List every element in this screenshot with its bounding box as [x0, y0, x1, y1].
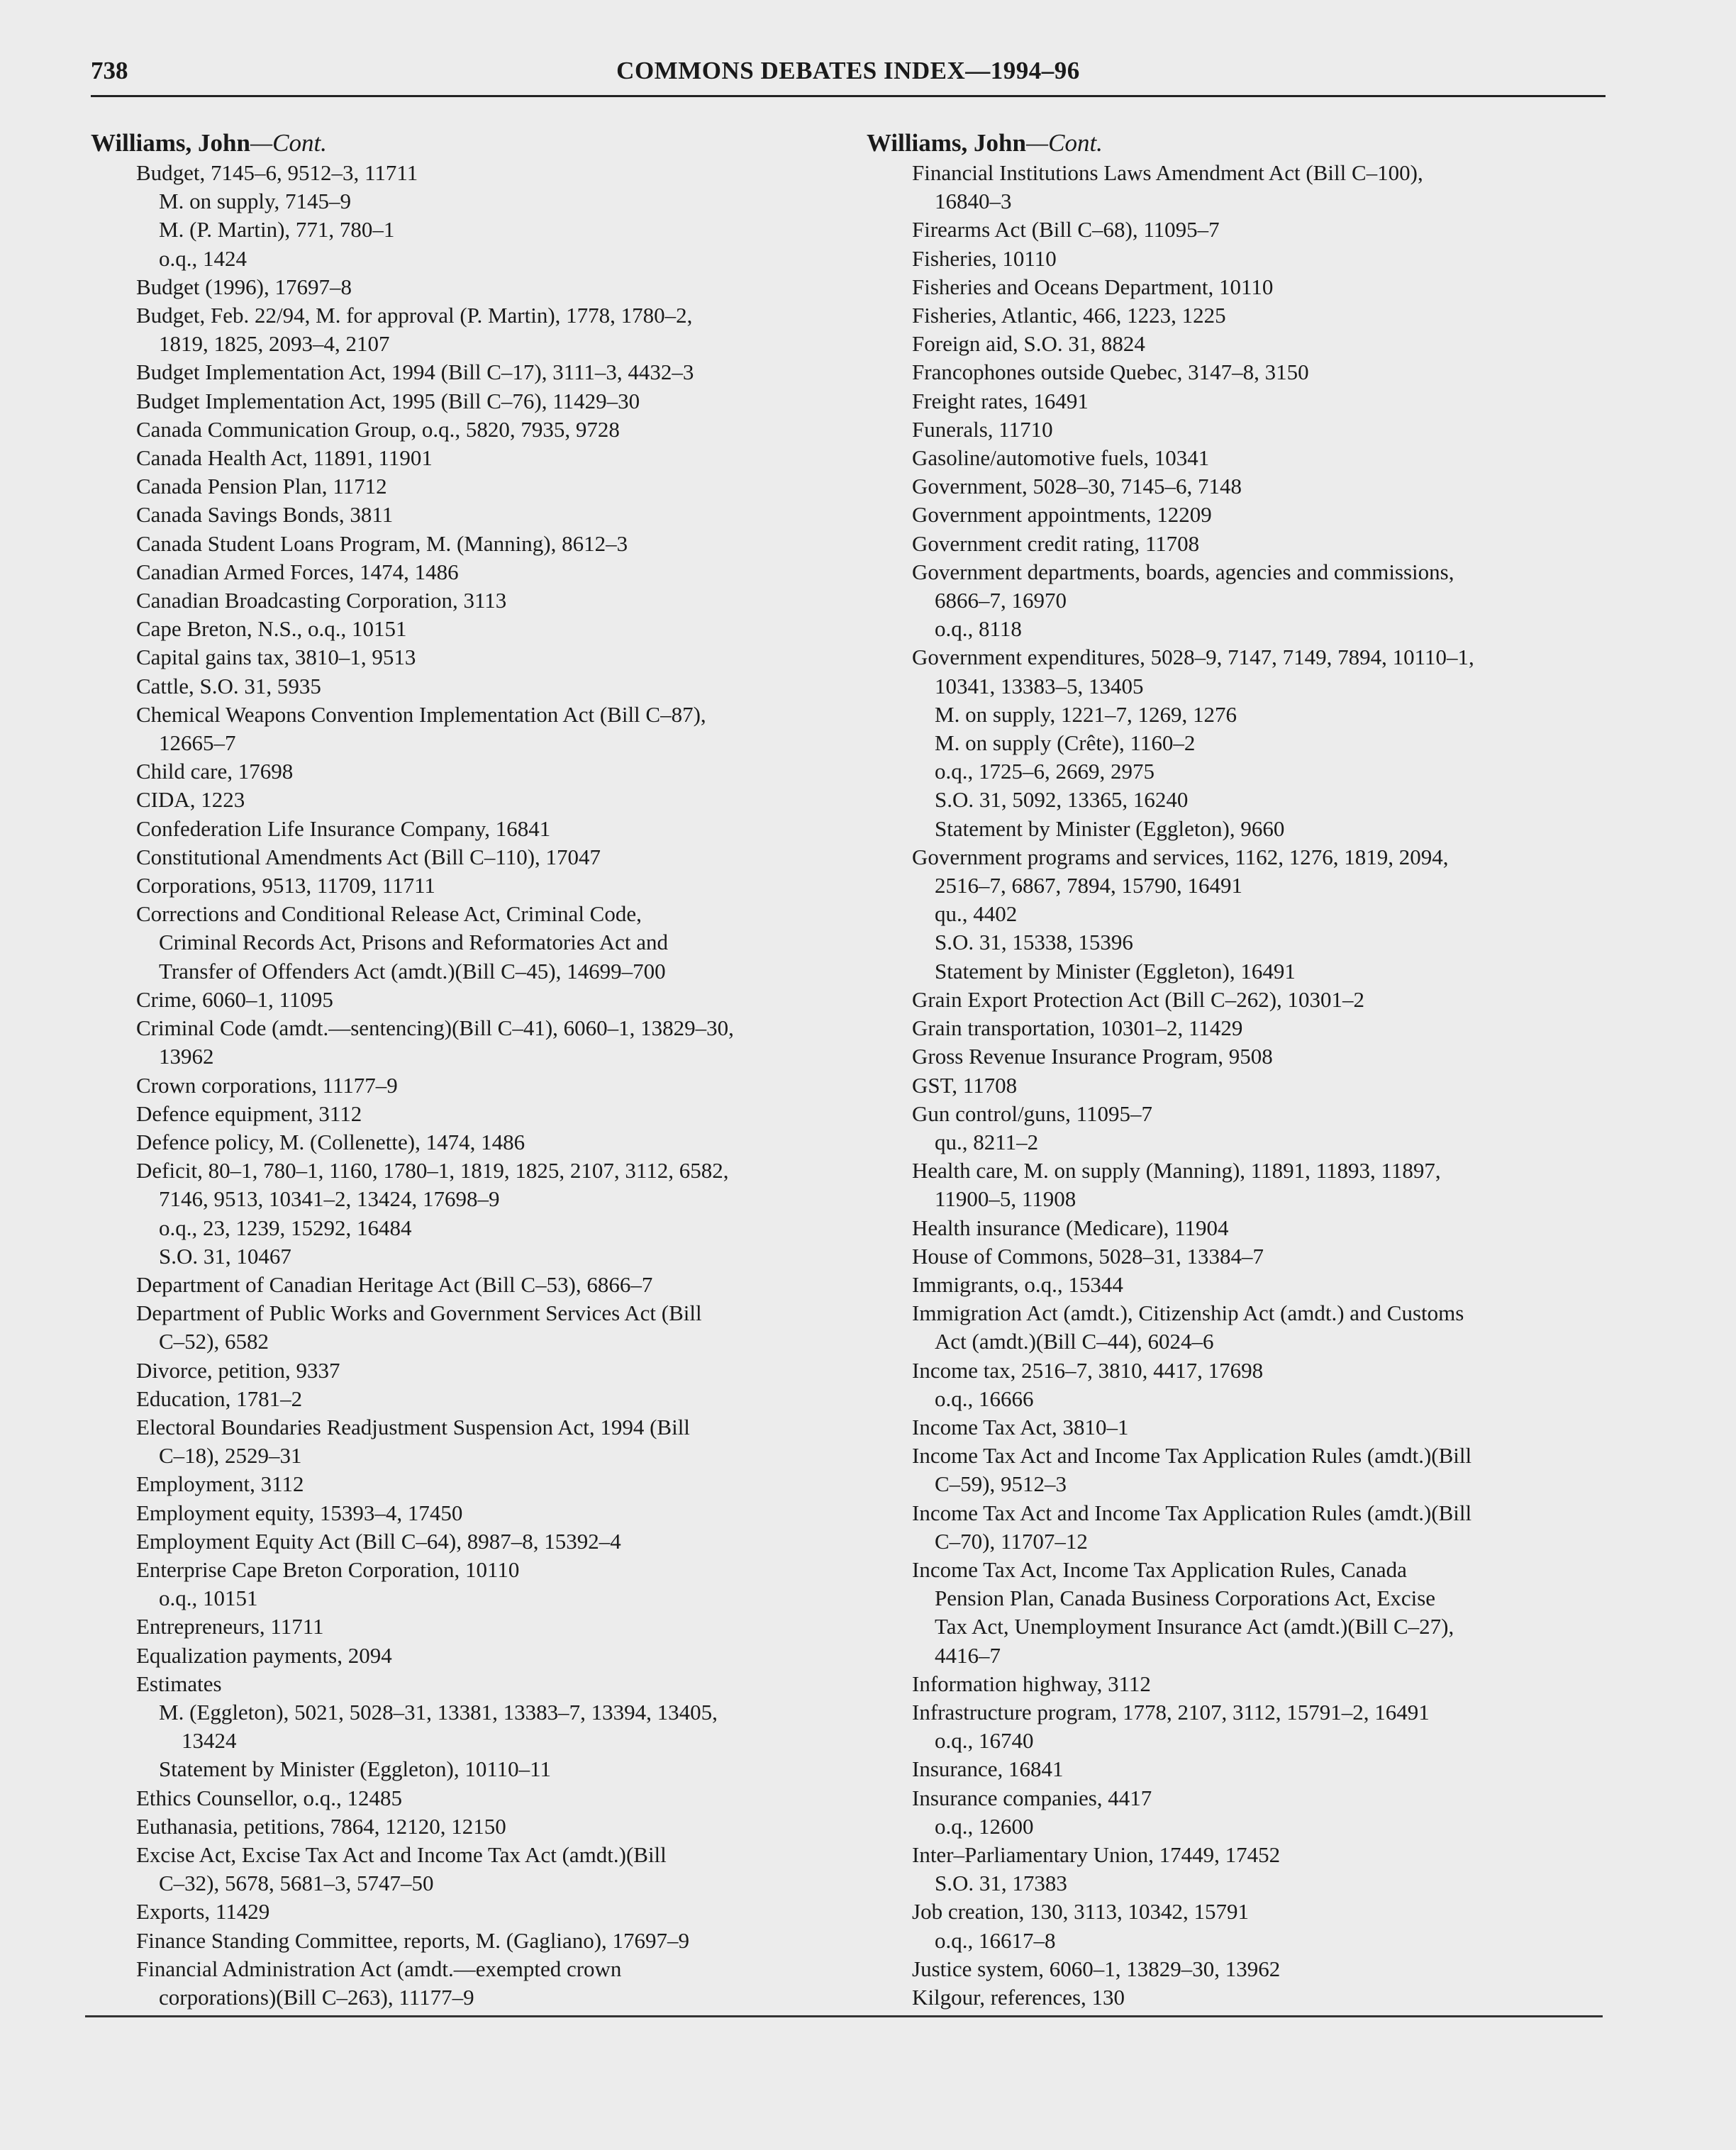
index-entry: [113, 1841, 800, 1898]
entry-line: Crime, 6060–1, 11095: [136, 986, 333, 1012]
index-entry: [113, 1527, 800, 1556]
index-entry: [889, 1042, 1604, 1071]
page-title: COMMONS DEBATES INDEX—1994–96: [616, 57, 1080, 84]
index-entry: [889, 1983, 1604, 2012]
index-entry: [113, 1299, 800, 1356]
entry-line: Defence policy, M. (Collenette), 1474, 1486: [136, 1129, 525, 1154]
index-entry: [113, 701, 800, 757]
index-subentry: [912, 1128, 1604, 1157]
index-entry: [889, 1100, 1604, 1128]
entry-line: Government programs and services, 1162, 1276, 1819, 2094,: [912, 844, 1449, 869]
entry-line: Canada Communication Group, o.q., 5820, 7935, 9728: [136, 416, 620, 442]
entry-line: Information highway, 3112: [912, 1671, 1151, 1696]
entry-line: Excise Act, Excise Tax Act and Income Tax Act (amdt.)(Bill: [136, 1842, 667, 1867]
entry-line: Tax Act, Unemployment Insurance Act (amdt.)(Bill C–27),: [935, 1614, 1454, 1639]
entry-line: Firearms Act (Bill C–68), 11095–7: [912, 217, 1220, 243]
index-entry: [113, 472, 800, 501]
index-entry: [113, 1955, 800, 2012]
index-entry: [113, 1357, 800, 1385]
entry-line: Government appointments, 12209: [912, 502, 1212, 528]
entry-line: M. on supply (Crête), 1160–2: [935, 730, 1196, 756]
index-entry: [889, 1442, 1604, 1498]
index-entry: [113, 643, 800, 672]
page-header: [91, 57, 1606, 96]
index-entry: [113, 1385, 800, 1413]
entry-line: o.q., 8118: [935, 616, 1022, 642]
entry-line: Employment, 3112: [136, 1471, 304, 1497]
entry-line: Grain Export Protection Act (Bill C–262), 10301–2: [912, 986, 1365, 1012]
entry-line: Inter–Parliamentary Union, 17449, 17452: [912, 1842, 1281, 1867]
entry-line: o.q., 16617–8: [935, 1927, 1056, 1953]
entry-line: Job creation, 130, 3113, 10342, 15791: [912, 1899, 1249, 1925]
index-subentry: [136, 1698, 800, 1755]
left-column: [91, 128, 800, 2012]
entry-line: Fisheries and Oceans Department, 10110: [912, 274, 1274, 299]
entry-line: 10341, 13383–5, 13405: [935, 673, 1144, 698]
index-entry: [889, 387, 1604, 416]
entry-line: Budget Implementation Act, 1995 (Bill C–76), 11429–30: [136, 388, 640, 413]
heading-continued: —Cont.: [1025, 129, 1103, 157]
page-number: 738: [91, 57, 128, 84]
index-entry: [113, 1413, 800, 1470]
index-entry: [113, 1642, 800, 1670]
entry-line: 13424: [182, 1728, 237, 1754]
index-entry: [113, 986, 800, 1014]
index-entry: [113, 757, 800, 786]
index-subentry: [912, 729, 1604, 757]
entry-line: House of Commons, 5028–31, 13384–7: [912, 1243, 1264, 1269]
entry-line: Chemical Weapons Convention Implementation Act (Bill C–87),: [136, 701, 706, 727]
index-entry: [113, 1812, 800, 1841]
index-subentry: [912, 900, 1604, 928]
entry-line: Act (amdt.)(Bill C–44), 6024–6: [935, 1329, 1214, 1354]
index-entry: [889, 1955, 1604, 1983]
entry-line: Defence equipment, 3112: [136, 1101, 362, 1126]
entry-line: C–59), 9512–3: [935, 1471, 1067, 1497]
entry-line: Fisheries, Atlantic, 466, 1223, 1225: [912, 303, 1226, 328]
entry-line: Canadian Broadcasting Corporation, 3113: [136, 588, 507, 613]
entry-line: Department of Public Works and Government Services Act (Bill: [136, 1300, 702, 1326]
index-entry: [889, 1357, 1604, 1385]
entry-line: Ethics Counsellor, o.q., 12485: [136, 1785, 403, 1810]
entry-line: S.O. 31, 15338, 15396: [935, 930, 1133, 955]
index-entries: [91, 159, 800, 2012]
entry-line: Government departments, boards, agencies and commissions,: [912, 559, 1454, 584]
entry-line: Government, 5028–30, 7145–6, 7148: [912, 474, 1242, 499]
entry-line: Health insurance (Medicare), 11904: [912, 1215, 1229, 1240]
entry-line: 2516–7, 6867, 7894, 15790, 16491: [935, 873, 1242, 898]
footer-rule: [85, 2015, 1603, 2017]
index-entry: [113, 843, 800, 871]
entry-line: Justice system, 6060–1, 13829–30, 13962: [912, 1956, 1281, 1981]
entry-line: corporations)(Bill C–263), 11177–9: [159, 1985, 474, 2010]
entry-line: C–32), 5678, 5681–3, 5747–50: [159, 1871, 434, 1896]
entry-line: Cattle, S.O. 31, 5935: [136, 673, 321, 698]
entry-line: Euthanasia, petitions, 7864, 12120, 12150: [136, 1813, 506, 1839]
index-entry: [889, 444, 1604, 472]
entry-line: o.q., 1424: [159, 245, 247, 271]
entry-line: Canada Student Loans Program, M. (Manning), 8612–3: [136, 530, 628, 556]
index-entry: [889, 358, 1604, 386]
entry-line: Criminal Records Act, Prisons and Reformatories Act and: [159, 930, 669, 955]
entry-line: Estimates: [136, 1671, 222, 1696]
index-entry: [889, 643, 1604, 700]
index-entry: [889, 1299, 1604, 1356]
index-entry: [113, 586, 800, 615]
entry-line: o.q., 1725–6, 2669, 2975: [935, 759, 1154, 784]
entry-line: Pension Plan, Canada Business Corporations Act, Excise: [935, 1586, 1436, 1611]
entry-line: Confederation Life Insurance Company, 16841: [136, 815, 551, 841]
index-subentry: [912, 1727, 1604, 1755]
entry-line: S.O. 31, 5092, 13365, 16240: [935, 787, 1189, 813]
entry-line: Cape Breton, N.S., o.q., 10151: [136, 616, 407, 642]
index-entry: [889, 416, 1604, 444]
entry-line: Statement by Minister (Eggleton), 16491: [935, 958, 1296, 984]
entry-line: Canada Savings Bonds, 3811: [136, 502, 394, 528]
index-entry: [113, 501, 800, 529]
index-subentry: [912, 815, 1604, 843]
entry-line: Electoral Boundaries Readjustment Suspension Act, 1994 (Bill: [136, 1414, 690, 1439]
index-subentry: [912, 701, 1604, 729]
entry-line: Funerals, 11710: [912, 416, 1053, 442]
entry-line: Gross Revenue Insurance Program, 9508: [912, 1044, 1273, 1069]
entry-line: Foreign aid, S.O. 31, 8824: [912, 331, 1145, 357]
heading-name: Williams, John: [867, 129, 1026, 157]
index-entry: [889, 1499, 1604, 1556]
entry-line: Budget (1996), 17697–8: [136, 274, 352, 299]
index-entry: [889, 245, 1604, 273]
index-entry: [889, 501, 1604, 529]
index-entry: [113, 1898, 800, 1926]
index-entry: [889, 1271, 1604, 1299]
index-subentry: [912, 1812, 1604, 1841]
index-subentry: [136, 187, 800, 216]
entry-line: GST, 11708: [912, 1072, 1018, 1098]
index-entry: [113, 615, 800, 643]
heading-name: Williams, John: [91, 129, 250, 157]
entry-line: S.O. 31, 17383: [935, 1871, 1067, 1896]
entry-line: o.q., 12600: [935, 1813, 1034, 1839]
entry-line: Entrepreneurs, 11711: [136, 1614, 324, 1639]
entry-line: Constitutional Amendments Act (Bill C–110), 17047: [136, 844, 601, 869]
index-subentry: [136, 216, 800, 244]
index-entry: [113, 1612, 800, 1641]
entry-line: Francophones outside Quebec, 3147–8, 3150: [912, 360, 1309, 385]
index-entry: [889, 159, 1604, 216]
entry-line: Child care, 17698: [136, 759, 294, 784]
index-entry: [113, 1556, 800, 1584]
index-entry: [889, 1556, 1604, 1670]
entry-line: Statement by Minister (Eggleton), 10110–11: [159, 1756, 552, 1782]
entry-line: Grain transportation, 10301–2, 11429: [912, 1015, 1243, 1041]
entry-line: Corporations, 9513, 11709, 11711: [136, 873, 435, 898]
entry-line: S.O. 31, 10467: [159, 1243, 291, 1269]
index-entry: [113, 900, 800, 986]
index-entry: [113, 1071, 800, 1100]
index-entry: [113, 1670, 800, 1698]
entry-line: Department of Canadian Heritage Act (Bill C–53), 6866–7: [136, 1271, 653, 1297]
index-entry: [889, 1698, 1604, 1727]
entry-line: Gasoline/automotive fuels, 10341: [912, 445, 1210, 471]
index-entry: [889, 1014, 1604, 1042]
index-subentry: [136, 1242, 800, 1271]
index-subentry: [136, 1214, 800, 1242]
entry-line: Kilgour, references, 130: [912, 1985, 1125, 2010]
index-entry: [113, 358, 800, 386]
entry-line: Divorce, petition, 9337: [136, 1357, 340, 1383]
entry-line: Income Tax Act, Income Tax Application Rules, Canada: [912, 1556, 1407, 1582]
column-heading: [867, 128, 1604, 159]
entry-line: Government expenditures, 5028–9, 7147, 7149, 7894, 10110–1,: [912, 645, 1474, 670]
entry-line: C–52), 6582: [159, 1329, 269, 1354]
column-heading: [91, 128, 800, 159]
index-subentry: [912, 615, 1604, 643]
entry-line: Income tax, 2516–7, 3810, 4417, 17698: [912, 1357, 1264, 1383]
entry-line: Crown corporations, 11177–9: [136, 1072, 398, 1098]
index-entry: [113, 815, 800, 843]
index-entry: [113, 159, 800, 187]
index-entry: [113, 1271, 800, 1299]
entry-line: Statement by Minister (Eggleton), 9660: [935, 815, 1285, 841]
entry-line: Health care, M. on supply (Manning), 11891, 11893, 11897,: [912, 1158, 1441, 1183]
index-entry: [113, 786, 800, 814]
entry-line: M. on supply, 7145–9: [159, 189, 351, 214]
index-entry: [113, 273, 800, 301]
index-entry: [113, 416, 800, 444]
entry-line: M. (Eggleton), 5021, 5028–31, 13381, 13383–7, 13394, 13405,: [159, 1699, 718, 1725]
entry-line: Government credit rating, 11708: [912, 530, 1200, 556]
entry-line: o.q., 16740: [935, 1728, 1034, 1754]
heading-continued: —Cont.: [250, 129, 327, 157]
index-entry: [889, 273, 1604, 301]
index-entry: [889, 1413, 1604, 1442]
index-entry: [889, 1214, 1604, 1242]
index-subentry: [912, 1927, 1604, 1955]
entry-line: Immigration Act (amdt.), Citizenship Act (amdt.) and Customs: [912, 1300, 1464, 1326]
index-entry: [889, 530, 1604, 558]
index-entry: [889, 472, 1604, 501]
index-entry: [113, 871, 800, 900]
entry-line: C–18), 2529–31: [159, 1443, 302, 1469]
index-entry: [889, 1157, 1604, 1213]
index-entry: [113, 1499, 800, 1527]
entry-line: qu., 8211–2: [935, 1129, 1039, 1154]
entry-line: M. on supply, 1221–7, 1269, 1276: [935, 701, 1237, 727]
index-entry: [113, 387, 800, 416]
entry-line: Infrastructure program, 1778, 2107, 3112, 15791–2, 16491: [912, 1699, 1430, 1725]
entry-line: Enterprise Cape Breton Corporation, 10110: [136, 1556, 520, 1582]
entry-line: 4416–7: [935, 1642, 1001, 1668]
index-entry: [889, 1242, 1604, 1271]
index-entry: [889, 301, 1604, 330]
index-entry: [889, 1755, 1604, 1783]
index-entry: [113, 444, 800, 472]
entry-line: M. (P. Martin), 771, 780–1: [159, 217, 395, 243]
index-subentry: [136, 1584, 800, 1612]
index-subentry: [912, 786, 1604, 814]
entry-line: o.q., 10151: [159, 1586, 258, 1611]
entry-line: Education, 1781–2: [136, 1386, 303, 1411]
index-entry: [113, 1927, 800, 1955]
header-rule: [91, 95, 1606, 97]
entry-line: Insurance companies, 4417: [912, 1785, 1152, 1810]
index-entry: [889, 843, 1604, 900]
entry-line: Income Tax Act and Income Tax Application Rules (amdt.)(Bill: [912, 1443, 1472, 1469]
entry-line: Deficit, 80–1, 780–1, 1160, 1780–1, 1819, 1825, 2107, 3112, 6582,: [136, 1158, 729, 1183]
entry-line: Equalization payments, 2094: [136, 1642, 392, 1668]
entry-line: Budget Implementation Act, 1994 (Bill C–17), 3111–3, 4432–3: [136, 360, 694, 385]
index-entries: [867, 159, 1604, 2012]
index-entry: [889, 1898, 1604, 1926]
index-entry: [113, 301, 800, 358]
entry-line: Canada Health Act, 11891, 11901: [136, 445, 433, 471]
index-entry: [889, 986, 1604, 1014]
index-entry: [889, 330, 1604, 358]
index-entry: [889, 1071, 1604, 1100]
index-entry: [889, 1670, 1604, 1698]
entry-line: Budget, Feb. 22/94, M. for approval (P. Martin), 1778, 1780–2,: [136, 303, 693, 328]
index-entry: [889, 1841, 1604, 1869]
index-entry: [889, 1784, 1604, 1812]
entry-line: 16840–3: [935, 189, 1012, 214]
index-entry: [113, 1784, 800, 1812]
entry-line: 12665–7: [159, 730, 236, 756]
entry-line: qu., 4402: [935, 901, 1018, 927]
entry-line: Income Tax Act, 3810–1: [912, 1414, 1129, 1439]
entry-line: Financial Institutions Laws Amendment Act (Bill C–100),: [912, 160, 1423, 185]
entry-line: Canadian Armed Forces, 1474, 1486: [136, 559, 459, 584]
index-entry: [113, 1470, 800, 1498]
entry-line: Finance Standing Committee, reports, M. (Gagliano), 17697–9: [136, 1927, 690, 1953]
entry-line: Criminal Code (amdt.—sentencing)(Bill C–41), 6060–1, 13829–30,: [136, 1015, 734, 1041]
index-subentry: [136, 1755, 800, 1783]
entry-line: 7146, 9513, 10341–2, 13424, 17698–9: [159, 1186, 500, 1212]
entry-line: CIDA, 1223: [136, 787, 245, 813]
entry-line: Fisheries, 10110: [912, 245, 1057, 271]
entry-line: Exports, 11429: [136, 1899, 270, 1925]
index-entry: [889, 558, 1604, 615]
entry-line: Insurance, 16841: [912, 1756, 1064, 1782]
entry-line: Transfer of Offenders Act (amdt.)(Bill C–45), 14699–700: [159, 958, 666, 984]
entry-line: Immigrants, o.q., 15344: [912, 1271, 1123, 1297]
entry-line: Capital gains tax, 3810–1, 9513: [136, 645, 416, 670]
entry-line: Employment equity, 15393–4, 17450: [136, 1500, 463, 1525]
entry-line: 11900–5, 11908: [935, 1186, 1076, 1212]
index-subentry: [912, 1385, 1604, 1413]
entry-line: Gun control/guns, 11095–7: [912, 1101, 1152, 1126]
index-entry: [113, 1014, 800, 1071]
entry-line: 1819, 1825, 2093–4, 2107: [159, 331, 390, 357]
index-entry: [113, 530, 800, 558]
index-entry: [113, 1157, 800, 1213]
index-subentry: [912, 928, 1604, 957]
entry-line: Corrections and Conditional Release Act, Criminal Code,: [136, 901, 642, 927]
index-entry: [113, 672, 800, 701]
entry-line: Freight rates, 16491: [912, 388, 1089, 413]
index-subentry: [136, 245, 800, 273]
entry-line: C–70), 11707–12: [935, 1528, 1088, 1554]
index-entry: [113, 1128, 800, 1157]
index-entry: [113, 1100, 800, 1128]
entry-line: 13962: [159, 1044, 214, 1069]
index-entry: [889, 216, 1604, 244]
entry-line: Income Tax Act and Income Tax Application Rules (amdt.)(Bill: [912, 1500, 1472, 1525]
entry-line: 6866–7, 16970: [935, 588, 1067, 613]
index-subentry: [912, 957, 1604, 986]
entry-line: Employment Equity Act (Bill C–64), 8987–8, 15392–4: [136, 1528, 621, 1554]
entry-line: o.q., 16666: [935, 1386, 1034, 1411]
index-subentry: [912, 1869, 1604, 1898]
index-entry: [113, 558, 800, 586]
right-column: [867, 128, 1604, 2012]
index-subentry: [912, 757, 1604, 786]
entry-line: o.q., 23, 1239, 15292, 16484: [159, 1215, 412, 1240]
entry-line: Budget, 7145–6, 9512–3, 11711: [136, 160, 418, 185]
entry-line: Financial Administration Act (amdt.—exempted crown: [136, 1956, 622, 1981]
entry-line: Canada Pension Plan, 11712: [136, 474, 387, 499]
